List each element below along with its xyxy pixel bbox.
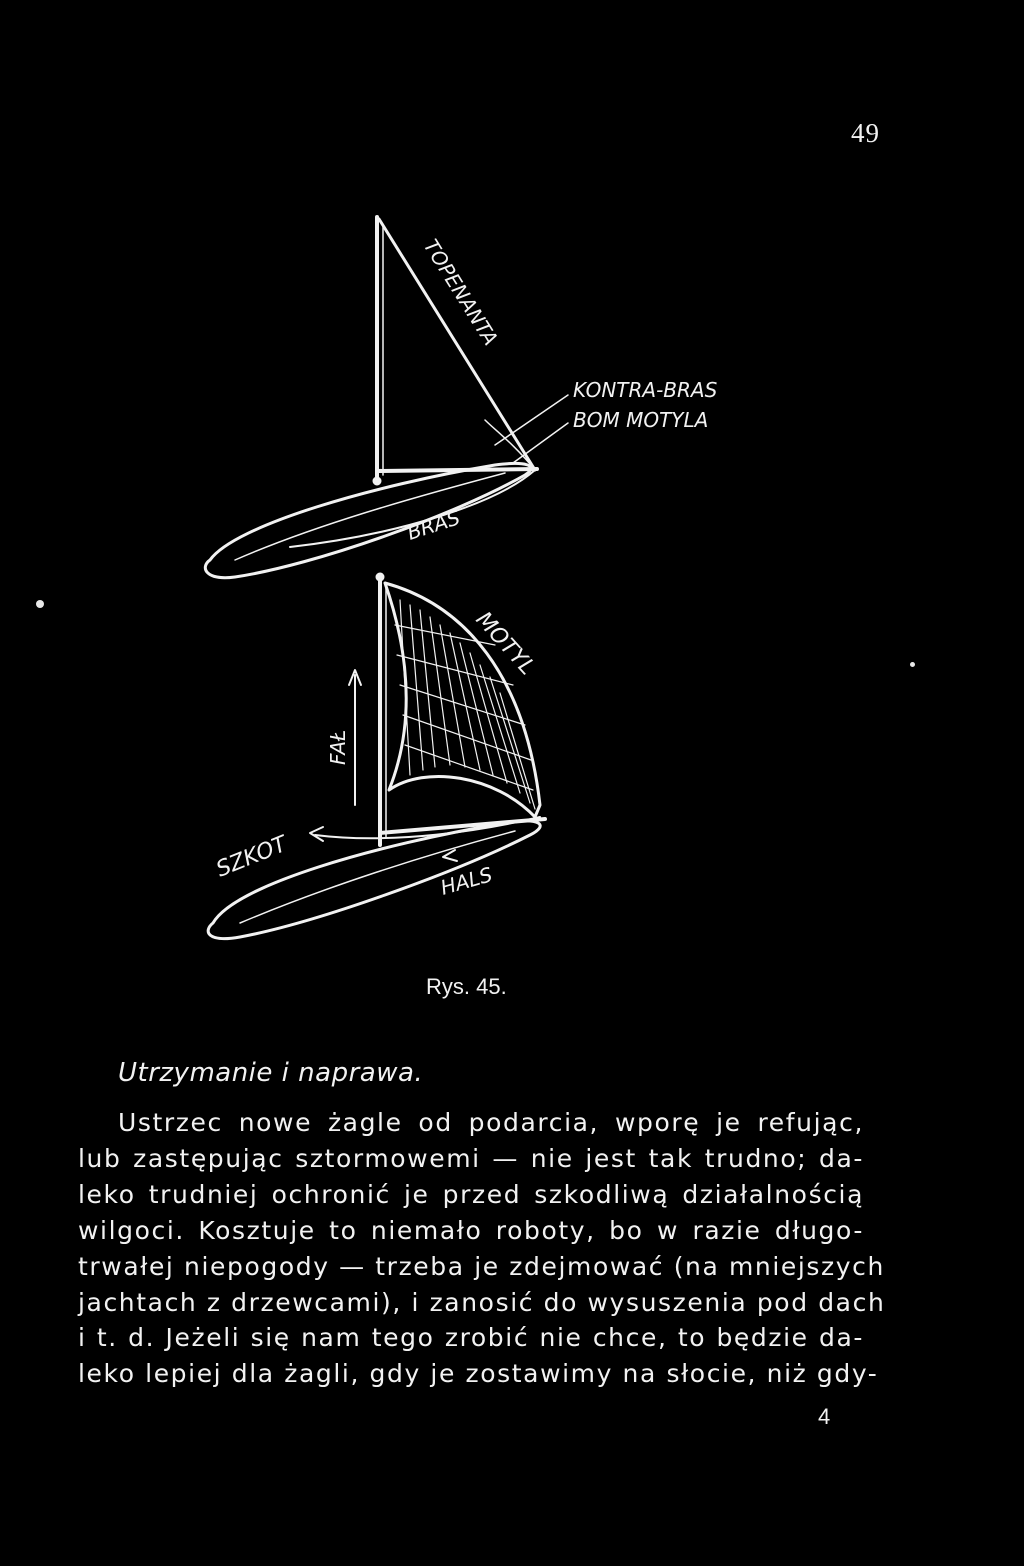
sheet-signature: 4	[818, 1404, 831, 1429]
body-line: trwałej niepogody — trzeba je zdejmować (na mniejszych	[78, 1251, 885, 1281]
upper-topping-lift	[379, 219, 535, 470]
label-topenanta: TOPENANTA	[418, 234, 503, 350]
body-line: Ustrzec nowe żagle od podarcia, wporę je refując,	[118, 1108, 864, 1137]
body-paragraph	[78, 1105, 886, 1392]
figure-sail-diagrams	[195, 205, 785, 945]
upper-hull-inner	[235, 473, 505, 560]
label-motyl: MOTYL	[470, 607, 540, 681]
figure-caption: Rys. 45.	[426, 974, 507, 999]
label-hals: HALS	[437, 862, 495, 900]
upper-mast-foot	[373, 477, 381, 485]
upper-boom	[377, 469, 537, 471]
pointer-kontra-bras	[495, 395, 568, 445]
pointer-bom-motyla	[513, 423, 568, 463]
decorative-speck	[910, 662, 915, 667]
body-line: leko lepiej dla żagli, gdy je zostawimy na słocie, niż gdy-	[78, 1359, 879, 1389]
sail-diagram-svg	[195, 205, 785, 945]
page-number: 49	[851, 118, 880, 148]
label-fal: FAŁ	[326, 729, 350, 765]
body-line: i t. d. Jeżeli się nam tego zrobić nie chce, to będzie da-	[78, 1323, 864, 1353]
section-heading: Utrzymanie i naprawa.	[118, 1058, 424, 1088]
decorative-speck	[36, 600, 44, 608]
body-line: jachtach z drzewcami), i zanosić do wysuszenia pod dach	[78, 1287, 886, 1317]
body-line: leko trudniej ochronić je przed szkodliwą działalnością	[78, 1179, 864, 1209]
label-szkot: SZKOT	[212, 831, 291, 883]
label-bras: BRAS	[404, 505, 463, 545]
body-line: lub zastępując sztormowemi — nie jest tak trudno; da-	[78, 1143, 864, 1173]
lower-mast-top	[376, 573, 384, 581]
upper-hull	[205, 463, 531, 577]
label-kontra-bras: KONTRA-BRAS	[573, 378, 718, 402]
body-line: wilgoci. Kosztuje to niemało roboty, bo w razie długo-	[78, 1215, 864, 1245]
label-bom-motyla: BOM MOTYLA	[573, 408, 709, 432]
hals-arrow	[443, 850, 457, 861]
sheet-arrow	[310, 827, 323, 841]
